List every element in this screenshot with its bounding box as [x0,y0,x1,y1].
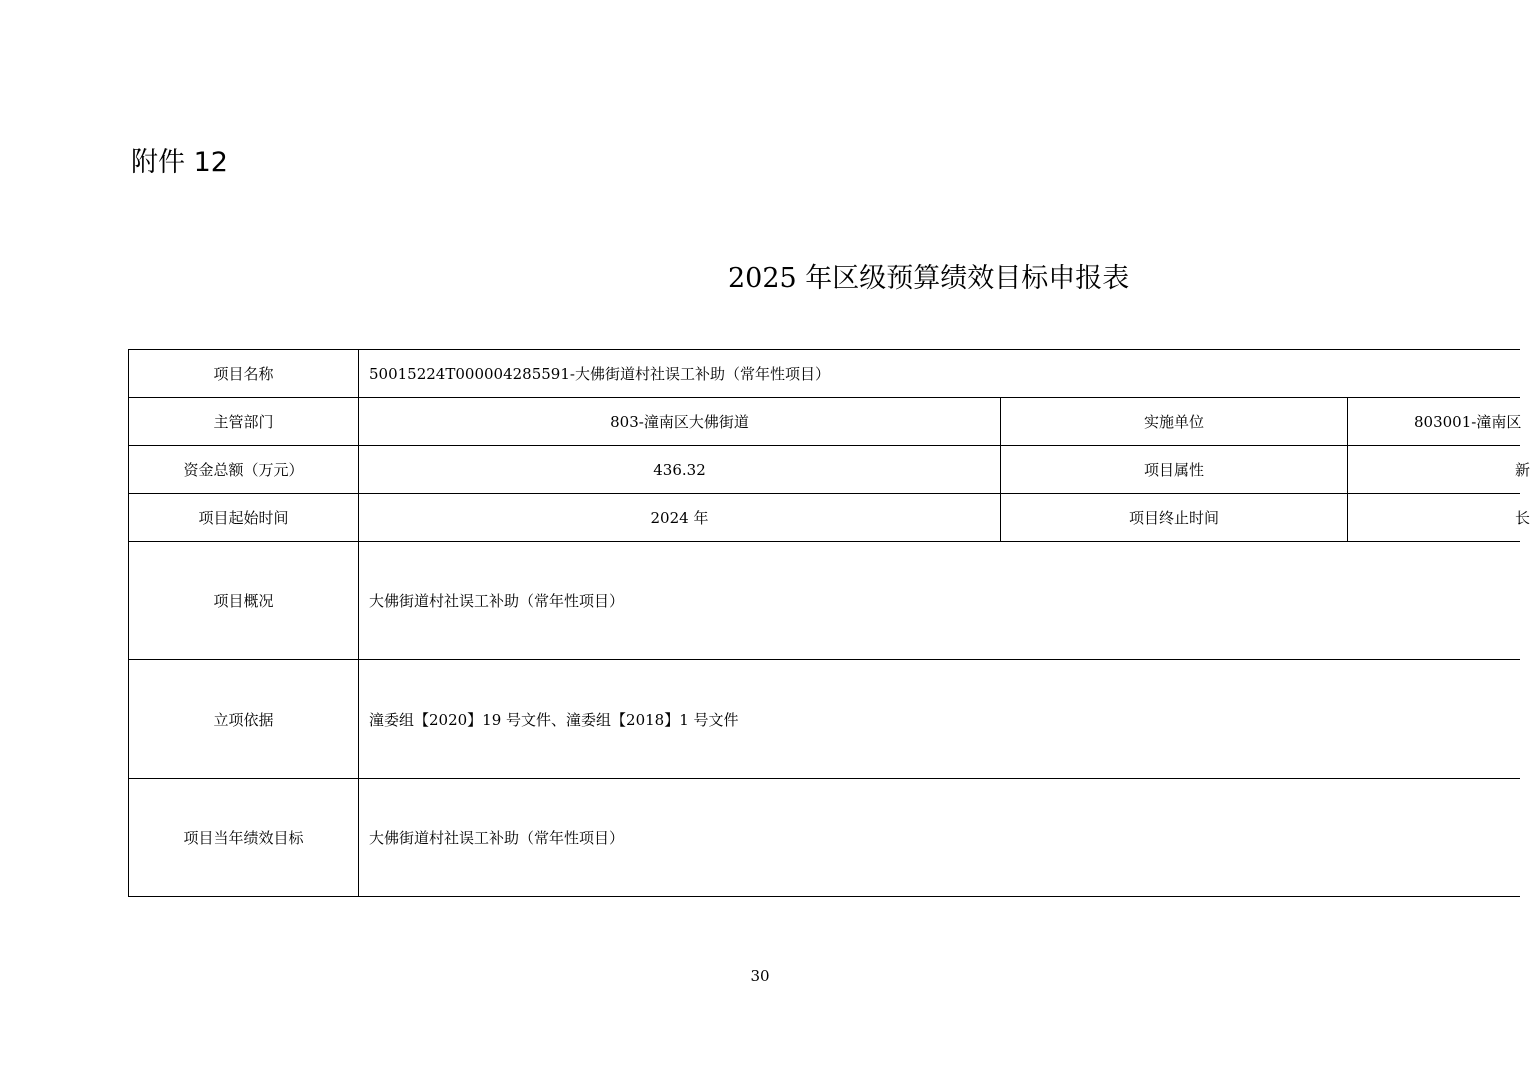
attribute-value: 新 [1347,445,1520,493]
dept-value: 803-潼南区大佛街道 [358,397,1000,445]
page-number: 30 [750,967,770,985]
annual-goal-value: 大佛街道村社误工补助（常年性项目） [358,778,1520,896]
table-bottom-border [128,896,1520,897]
performance-target-table [128,349,1530,897]
start-time-label: 项目起始时间 [128,493,358,541]
attribute-label: 项目属性 [1000,445,1347,493]
project-name-label: 项目名称 [128,349,358,397]
impl-unit-value: 803001-潼南区 [1347,397,1520,445]
annual-goal-label: 项目当年绩效目标 [128,778,358,896]
end-time-value: 长 [1347,493,1520,541]
impl-unit-label: 实施单位 [1000,397,1347,445]
document-title: 2025 年区级预算绩效目标申报表 [728,263,1130,294]
basis-value: 潼委组【2020】19 号文件、潼委组【2018】1 号文件 [358,659,1520,778]
attachment-label: 附件 12 [131,147,228,178]
funds-label: 资金总额（万元） [128,445,358,493]
end-time-label: 项目终止时间 [1000,493,1347,541]
overview-value: 大佛街道村社误工补助（常年性项目） [358,541,1520,659]
funds-value: 436.32 [358,445,1000,493]
project-name-value: 50015224T000004285591-大佛街道村社误工补助（常年性项目） [358,349,1520,397]
overview-label: 项目概况 [128,541,358,659]
dept-label: 主管部门 [128,397,358,445]
start-time-value: 2024 年 [358,493,1000,541]
basis-label: 立项依据 [128,659,358,778]
